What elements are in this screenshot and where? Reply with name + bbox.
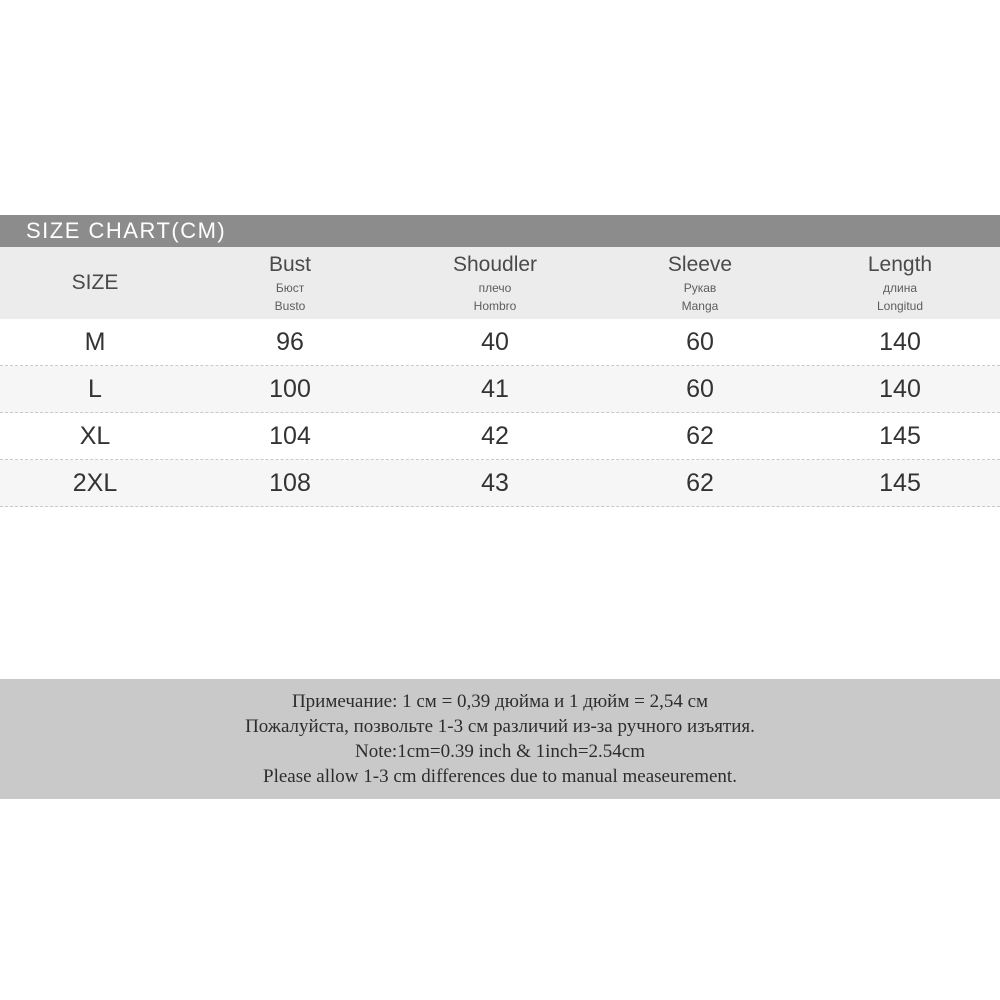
note-line-ru-tolerance: Пожалуйста, позвольте 1-3 см различий из-за ручного изъятия. — [245, 716, 755, 737]
column-header-shoulder-es: Hombro — [473, 298, 517, 313]
column-header-bust-es: Busto — [274, 298, 306, 313]
cell-sleeve: 62 — [686, 421, 714, 450]
cell-size: L — [88, 374, 102, 403]
cell-length: 140 — [879, 374, 921, 403]
cell-sleeve: 60 — [686, 374, 714, 403]
column-header-sleeve-es: Manga — [681, 298, 719, 313]
column-header-shoulder-ru: плечо — [478, 280, 512, 295]
cell-bust: 108 — [269, 468, 311, 497]
column-header-length-ru: длина — [882, 280, 917, 295]
measurement-note-block — [0, 679, 1000, 799]
cell-sleeve: 60 — [686, 327, 714, 356]
note-line-en-tolerance: Please allow 1-3 cm differences due to manual measeurement. — [263, 766, 737, 787]
cell-shoulder: 41 — [481, 374, 509, 403]
column-header-bust-ru: Бюст — [275, 280, 305, 295]
size-chart-block — [0, 215, 1000, 507]
cell-size: 2XL — [72, 468, 118, 497]
column-header-length-en: Length — [867, 252, 933, 276]
cell-bust: 96 — [276, 327, 304, 356]
table-row — [0, 319, 1000, 366]
column-header-length-es: Longitud — [876, 298, 924, 313]
cell-shoulder: 40 — [481, 327, 509, 356]
cell-bust: 104 — [269, 421, 311, 450]
column-header-shoulder-en: Shoudler — [452, 252, 538, 276]
note-line-en-conversion: Note:1cm=0.39 inch & 1inch=2.54cm — [354, 741, 646, 762]
cell-size: XL — [79, 421, 111, 450]
table-row — [0, 413, 1000, 460]
column-header-size — [0, 247, 190, 319]
cell-shoulder: 42 — [481, 421, 509, 450]
column-header-sleeve-ru: Рукав — [683, 280, 717, 295]
column-header-sleeve — [600, 247, 800, 319]
column-header-shoulder — [390, 247, 600, 319]
table-row — [0, 460, 1000, 507]
cell-sleeve: 62 — [686, 468, 714, 497]
cell-shoulder: 43 — [481, 468, 509, 497]
page-title: SIZE CHART(CM) — [26, 218, 227, 243]
table-row — [0, 366, 1000, 413]
column-header-bust-en: Bust — [268, 252, 312, 276]
cell-length: 145 — [879, 421, 921, 450]
cell-length: 145 — [879, 468, 921, 497]
table-header-row — [0, 247, 1000, 319]
column-header-size-label: SIZE — [71, 270, 119, 294]
column-header-bust — [190, 247, 390, 319]
note-line-ru-conversion: Примечание: 1 см = 0,39 дюйма и 1 дюйм = 2,54 см — [291, 691, 709, 712]
cell-length: 140 — [879, 327, 921, 356]
column-header-length — [800, 247, 1000, 319]
cell-size: M — [84, 327, 106, 356]
size-chart-title-bar — [0, 215, 1000, 247]
column-header-sleeve-en: Sleeve — [667, 252, 733, 276]
cell-bust: 100 — [269, 374, 311, 403]
